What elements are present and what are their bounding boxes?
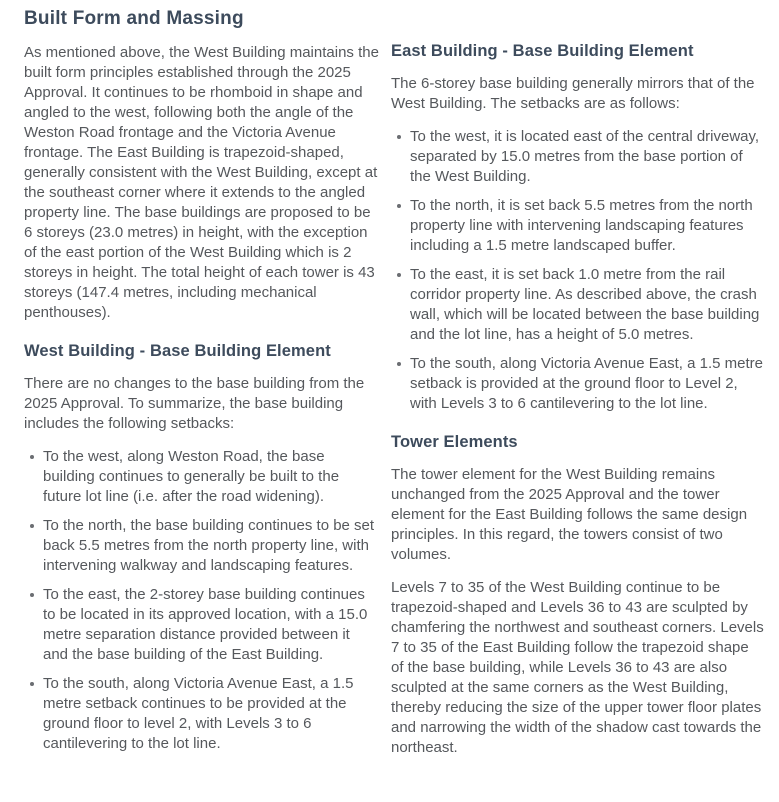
left-column — [24, 8, 379, 802]
west-building-intro: There are no changes to the base building from the 2025 Approval. To summarize, the base building includes the following setbacks: — [24, 374, 365, 432]
page-title: Built Form and Massing — [24, 8, 244, 29]
list-item — [391, 354, 765, 414]
east-building-heading: East Building - Base Building Element — [391, 42, 694, 60]
bullet-icon — [397, 135, 401, 139]
list-item — [391, 196, 765, 256]
west-building-heading: West Building - Base Building Element — [24, 341, 331, 360]
list-item-text: To the south, along Victoria Avenue East, a 1.5 metre setback continues to be provided at the ground floor to level 2, with Levels 3 to 6 cantilevering to the lot line. — [43, 674, 354, 752]
tower-paragraph-1: The tower element for the West Building remains unchanged from the 2025 Approval and the tower element for the East Building follows the same design principles. In this regard, the towers consist of two volumes. — [391, 466, 748, 563]
list-item-text: To the south, along Victoria Avenue East, a 1.5 metre setback is provided at the ground floor to Level 2, with Levels 3 to 6 cantilevering to the lot line. — [410, 355, 764, 412]
right-column — [391, 8, 765, 802]
list-item — [391, 127, 765, 187]
bullet-icon — [397, 362, 401, 366]
tower-paragraph-2: Levels 7 to 35 of the West Building continue to be trapezoid-shaped and Levels 36 to 43 are sculpted by chamfering the northwest and southeast corners. Levels 7 to 35 of the East Building follow the trapezoid shape of the base building, while Levels 36 to 43 are also sculpted at the same corners as the West Building, thereby reducing the size of the upper tower floor plates and narrowing the width of the shadow cast towards the northeast. — [391, 579, 764, 756]
bullet-icon — [397, 273, 401, 277]
bullet-icon — [30, 455, 34, 459]
list-item — [24, 447, 379, 507]
bullet-icon — [30, 524, 34, 528]
tower-elements-heading: Tower Elements — [391, 433, 518, 451]
list-item-text: To the north, the base building continues to be set back 5.5 metres from the north property line, with intervening walkway and landscaping features. — [43, 516, 375, 574]
list-item — [391, 265, 765, 345]
list-item-text: To the east, the 2-storey base building continues to be located in its approved location, with a 15.0 metre separation distance provided between it and the base building of the East Building. — [43, 585, 368, 663]
list-item — [24, 674, 379, 754]
list-item-text: To the west, along Weston Road, the base building continues to generally be built to the future lot line (i.e. after the road widening). — [43, 447, 340, 505]
bullet-icon — [30, 593, 34, 597]
list-item-text: To the north, it is set back 5.5 metres from the north property line with intervening landscaping features including a 1.5 metre landscaped buffer. — [410, 197, 753, 254]
bullet-icon — [397, 204, 401, 208]
list-item — [24, 585, 379, 665]
east-building-intro: The 6-storey base building generally mirrors that of the West Building. The setbacks are as follows: — [391, 75, 755, 112]
intro-paragraph: As mentioned above, the West Building maintains the built form principles established through the 2025 Approval. It continues to be rhomboid in shape and angled to the west, following both the angle of the Weston Road frontage and the Victoria Avenue frontage. The East Building is trapezoid-shaped, generally consistent with the West Building, except at the southeast corner where it extends to the angled property line. The base buildings are proposed to be 6 storeys (23.0 metres) in height, with the exception of the east portion of the West Building which is 2 storeys in height. The total height of each tower is 43 storeys (147.4 metres, including mechanical penthouses). — [24, 43, 379, 321]
west-setbacks-list — [24, 447, 379, 754]
bullet-icon — [30, 682, 34, 686]
list-item — [24, 516, 379, 576]
list-item-text: To the east, it is set back 1.0 metre from the rail corridor property line. As described above, the crash wall, which will be located between the base building and the lot line, has a height of 5.0 metres. — [410, 266, 760, 343]
list-item-text: To the west, it is located east of the central driveway, separated by 15.0 metres from the base portion of the West Building. — [410, 128, 760, 185]
east-setbacks-list — [391, 127, 765, 414]
